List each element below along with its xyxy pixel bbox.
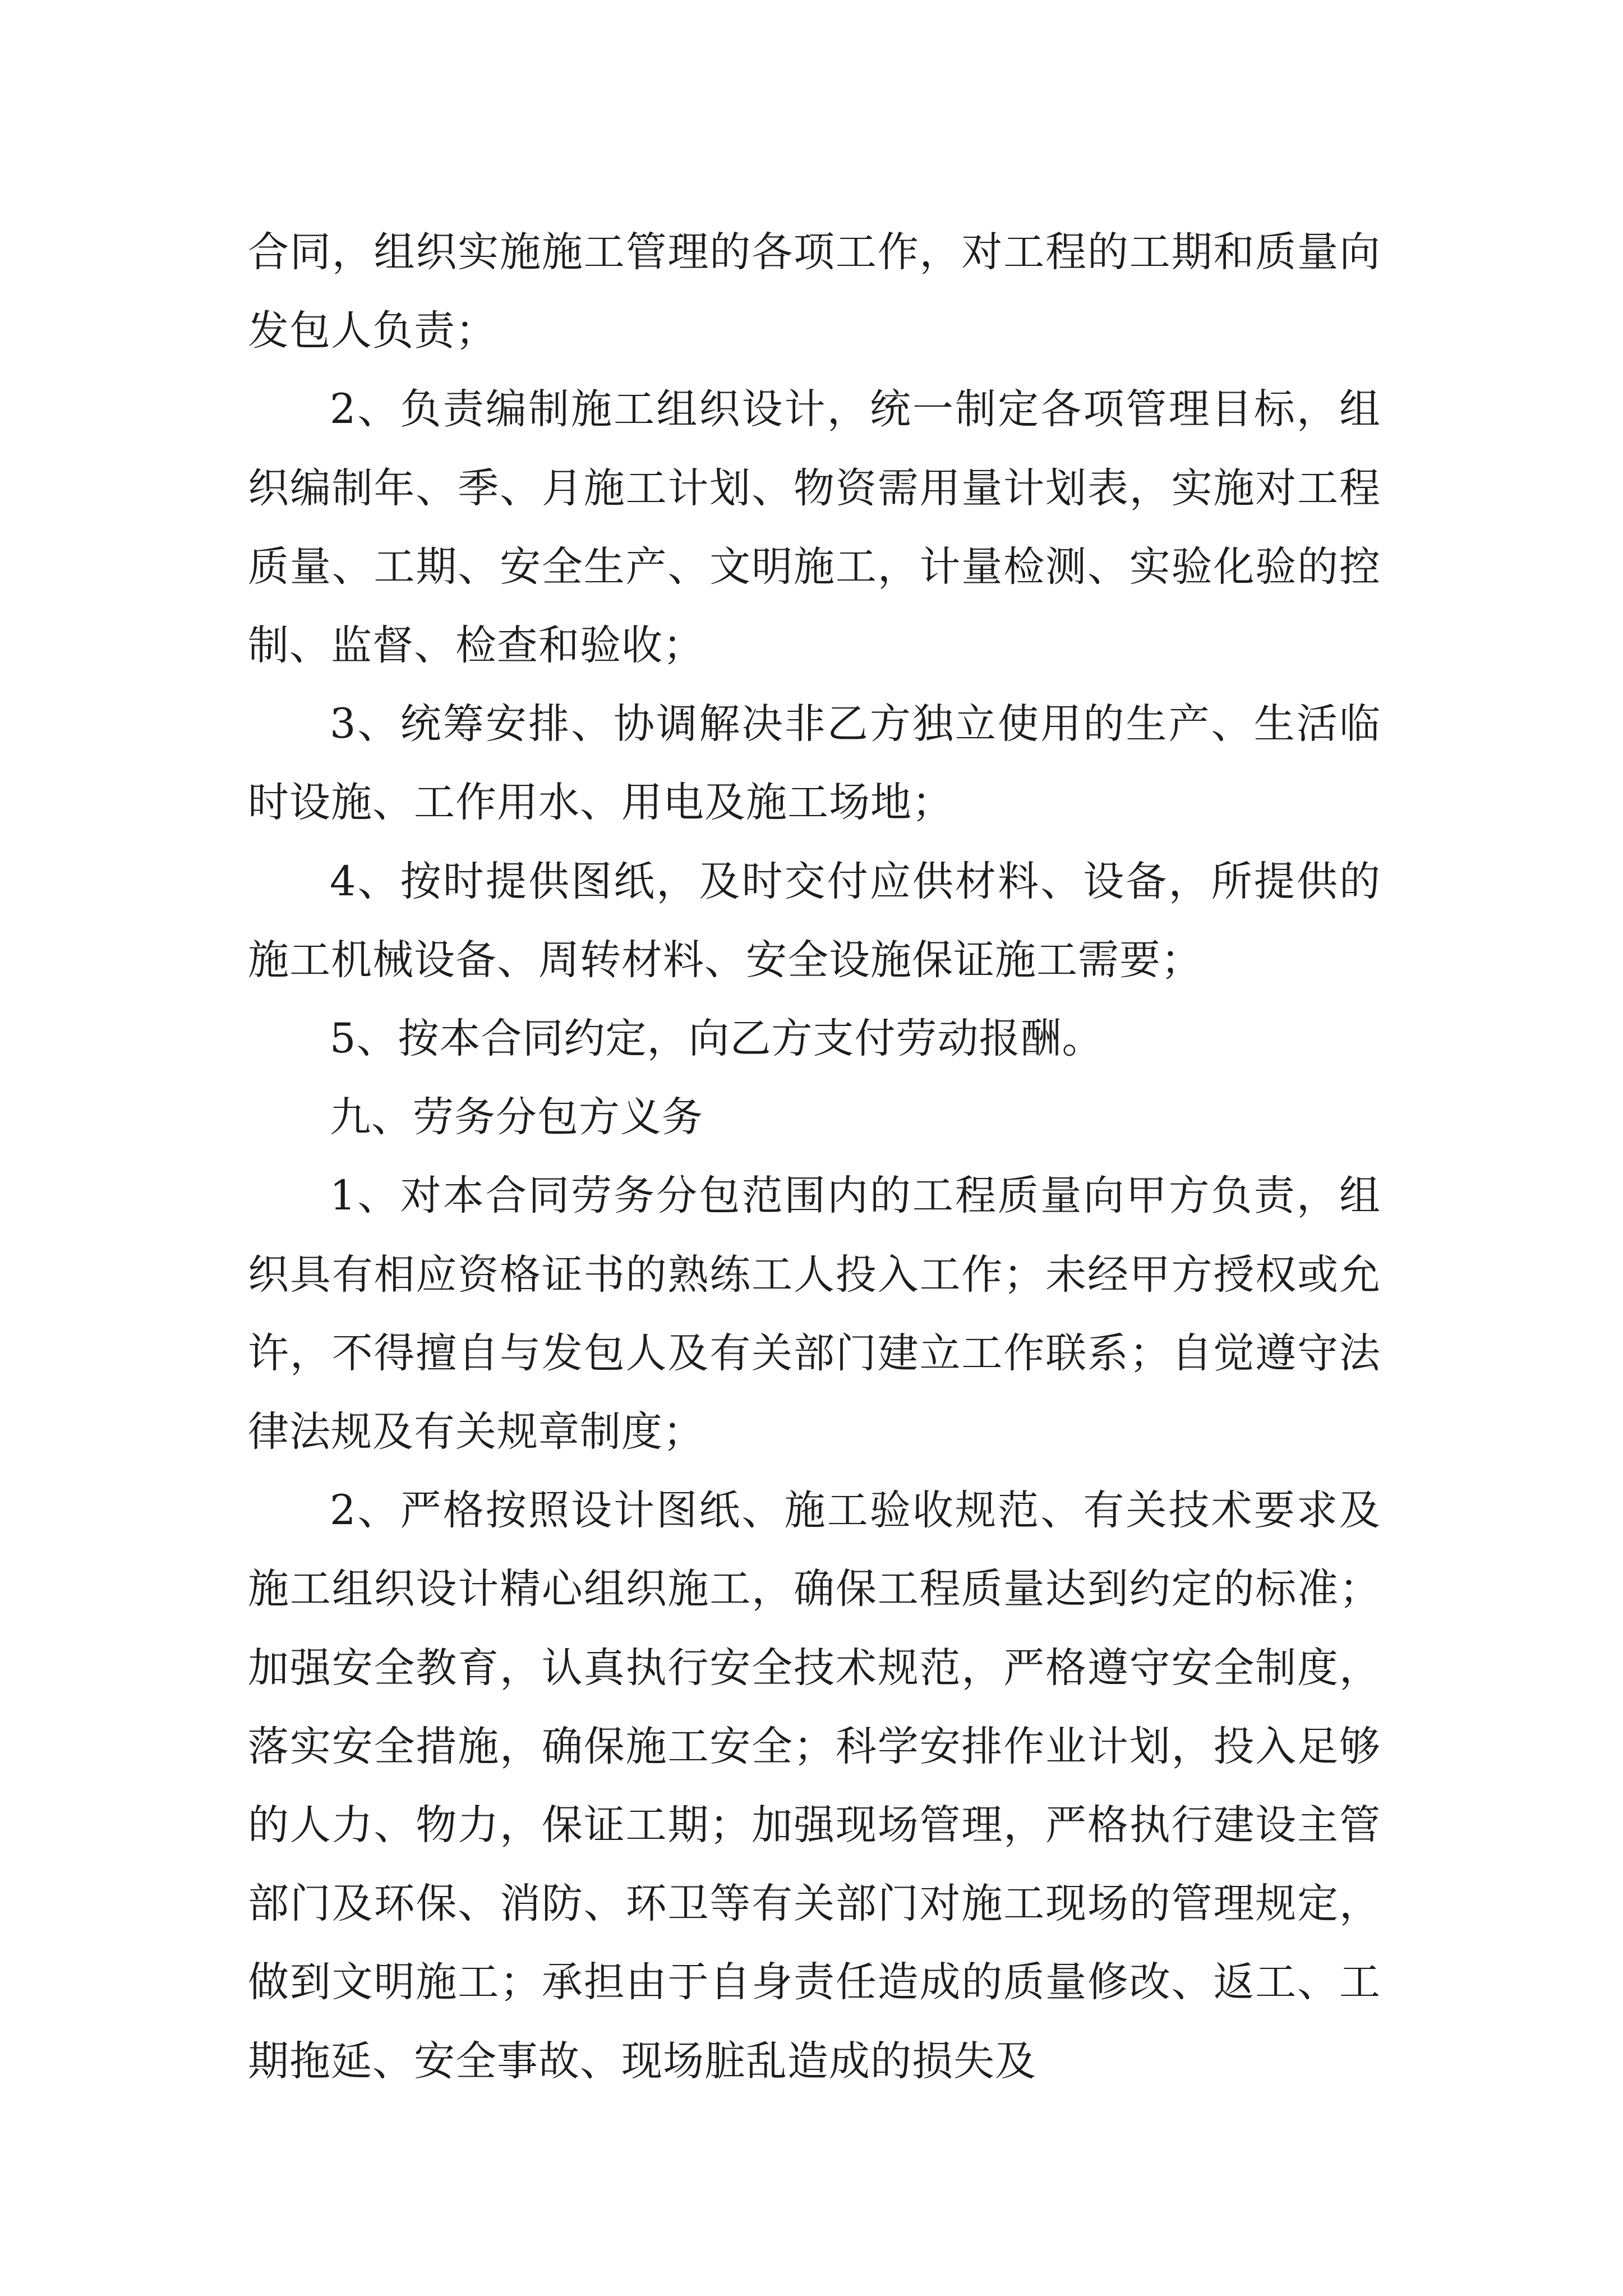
paragraph-item-4: 4、按时提供图纸，及时交付应供材料、设备，所提供的施工机械设备、周转材料、安全设施保证施工需要；: [248, 857, 1381, 984]
paragraph-item-2: 2、负责编制施工组织设计，统一制定各项管理目标，组织编制年、季、月施工计划、物资需用量计划表，实施对工程质量、工期、安全生产、文明施工，计量检测、实验化验的控制、监督、检查和验收；: [248, 385, 1381, 670]
paragraph-obligation-2: 2、严格按照设计图纸、施工验收规范、有关技术要求及施工组织设计精心组织施工，确保工程质量达到约定的标准；加强安全教育，认真执行安全技术规范，严格遵守安全制度，落实安全措施，确保施工安全；科学安排作业计划，投入足够的人力、物力，保证工期；加强现场管理，严格执行建设主管部门及环保、消防、环卫等有关部门对施工现场的管理规定，做到文明施工；承担由于自身责任造成的质量修改、返工、工期拖延、安全事故、现场脏乱造成的损失及: [248, 1487, 1381, 2085]
paragraph-obligation-1: 1、对本合同劳务分包范围内的工程质量向甲方负责，组织具有相应资格证书的熟练工人投入工作；未经甲方授权或允许，不得擅自与发包人及有关部门建立工作联系；自觉遵守法律法规及有关规章制度；: [248, 1172, 1381, 1456]
document-body: [248, 213, 1381, 2101]
paragraph-continuation: 合同，组织实施施工管理的各项工作，对工程的工期和质量向发包人负责；: [248, 228, 1381, 355]
section-heading: 九、劳务分包方义务: [330, 1093, 703, 1142]
paragraph-item-3: 3、统筹安排、协调解决非乙方独立使用的生产、生活临时设施、工作用水、用电及施工场地；: [248, 700, 1381, 827]
paragraph-item-5: 5、按本合同约定，向乙方支付劳动报酬。: [330, 1015, 1104, 1063]
